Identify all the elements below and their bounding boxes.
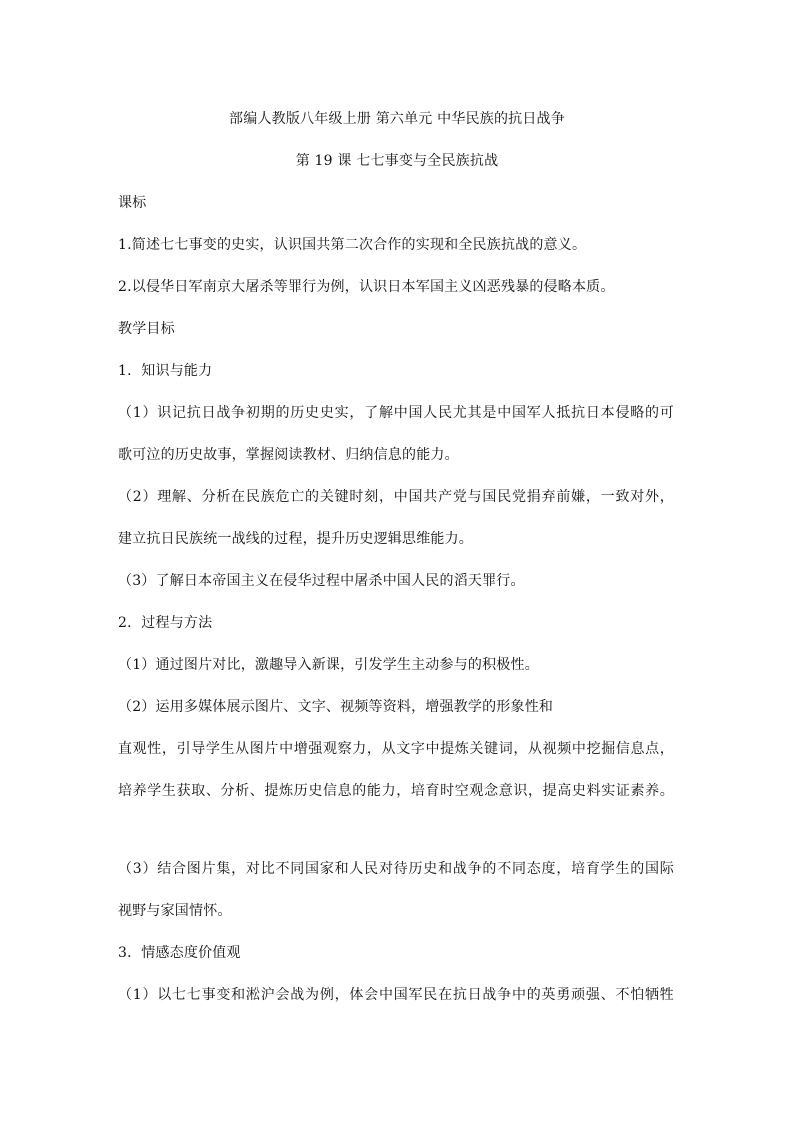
process-item-2-line-2: 直观性，引导学生从图片中增强观察力，从文字中提炼关键词，从视频中挖掘信息点， xyxy=(118,741,674,757)
knowledge-ability-heading: 1．知识与能力 xyxy=(118,363,213,379)
process-item-2-line-3: 培养学生获取、分析、提炼历史信息的能力，培育时空观念意识，提高史料实证素养。 xyxy=(118,783,674,799)
process-item-2-line-1: （2）运用多媒体展示图片、文字、视频等资料，增强教学的形象性和 xyxy=(118,699,554,715)
process-item-3-line-1: （3）结合图片集，对比不同国家和人民对待历史和战争的不同态度，培育学生的国际 xyxy=(118,861,674,877)
process-item-1: （1）通过图片对比，激趣导入新课，引发学生主动参与的积极性。 xyxy=(118,657,539,673)
attitude-values-heading: 3．情感态度价值观 xyxy=(118,945,241,961)
process-methods-heading: 2．过程与方法 xyxy=(118,615,213,631)
standard-item-1: 1.简述七七事变的史实，认识国共第二次合作的实现和全民族抗战的意义。 xyxy=(118,237,587,253)
attitude-item-1-line-1: （1）以七七事变和淞沪会战为例，体会中国军民在抗日战争中的英勇顽强、不怕牺牲 xyxy=(118,987,674,1003)
process-item-3-line-2: 视野与家国情怀。 xyxy=(118,903,232,919)
knowledge-item-1-line-1: （1）识记抗日战争初期的历史史实，了解中国人民尤其是中国军人抵抗日本侵略的可 xyxy=(118,405,674,421)
goals-heading: 教学目标 xyxy=(118,321,175,337)
knowledge-item-3: （3）了解日本帝国主义在侵华过程中屠杀中国人民的滔天罪行。 xyxy=(118,573,525,589)
knowledge-item-2-line-1: （2）理解、分析在民族危亡的关键时刻，中国共产党与国民党捐弃前嫌，一致对外， xyxy=(118,489,674,505)
knowledge-item-1-line-2: 歌可泣的历史故事，掌握阅读教材、归纳信息的能力。 xyxy=(118,447,459,463)
standard-heading: 课标 xyxy=(118,195,147,211)
knowledge-item-2-line-2: 建立抗日民族统一战线的过程，提升历史逻辑思维能力。 xyxy=(118,531,473,547)
standard-item-2: 2.以侵华日军南京大屠杀等罪行为例，认识日本军国主义凶恶残暴的侵略本质。 xyxy=(118,279,615,295)
unit-title: 部编人教版八年级上册 第六单元 中华民族的抗日战争 xyxy=(229,111,565,127)
lesson-title: 第 19 课 七七事变与全民族抗战 xyxy=(295,153,499,169)
